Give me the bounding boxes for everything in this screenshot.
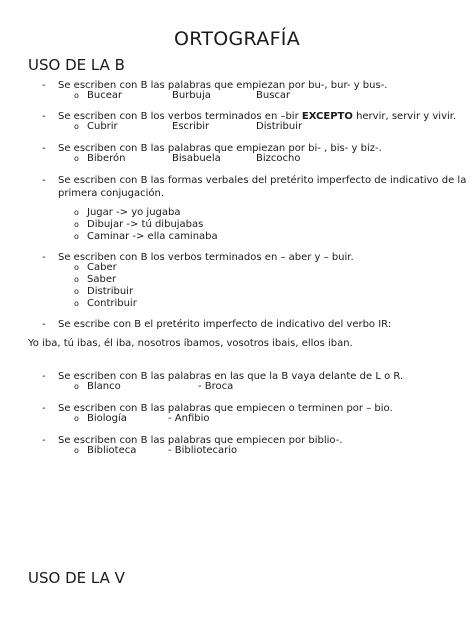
bullet-marker: o (74, 208, 79, 217)
dash-marker: - (42, 252, 46, 263)
bullet-marker: o (74, 414, 79, 423)
bullet-marker: o (74, 446, 79, 455)
rule-text: Se escriben con B los verbos terminados en – aber y – buir. (58, 252, 354, 263)
example-item: Dibujar -> tú dibujabas (87, 219, 204, 230)
example-paragraph: Yo iba, tú ibas, él iba, nosotros íbamos, vosotros ibais, ellos iban. (28, 338, 353, 349)
example-item: Jugar -> yo jugaba (87, 207, 181, 218)
example-item: Distribuir (256, 121, 303, 132)
dash-marker: - (42, 80, 46, 91)
bullet-marker: o (74, 122, 79, 131)
example-item: Bisabuela (172, 153, 221, 164)
example-item: Escribir (172, 121, 210, 132)
rule-text: Se escribe con B el pretérito imperfecto de indicativo del verbo IR: (58, 319, 392, 330)
bullet-marker: o (74, 263, 79, 272)
example-item: Bucear (87, 90, 123, 101)
example-item: Burbuja (172, 90, 211, 101)
rule-text-emphasis: EXCEPTO (301, 111, 353, 122)
rule-text: Se escriben con B las formas verbales del pretérito imperfecto de indicativo de la primera conjugación. (58, 175, 467, 199)
example-item: Contribuir (87, 298, 137, 309)
rule-text: Se escriben con B las palabras que empiezan por bu-, bur- y bus-. (58, 80, 388, 91)
bullet-marker: o (74, 220, 79, 229)
example-item: Bizcocho (256, 153, 301, 164)
bullet-marker: o (74, 275, 79, 284)
rule-text: Se escriben con B las palabras en las que la B vaya delante de L o R. (58, 371, 404, 382)
example-item: Distribuir (87, 286, 134, 297)
dash-marker: - (42, 143, 46, 154)
bullet-marker: o (74, 382, 79, 391)
example-item: Biología (87, 413, 127, 424)
example-item: - Broca (198, 381, 234, 392)
bullet-marker: o (74, 299, 79, 308)
example-item: Biberón (87, 153, 126, 164)
rule-text: Se escriben con B las palabras que empiecen por biblio-. (58, 435, 343, 446)
rule-text-part: Se escriben con B los verbos terminados en –bir (58, 111, 302, 122)
example-item: Buscar (256, 90, 291, 101)
example-item: - Anfibio (168, 413, 210, 424)
section-heading-v: USO DE LA V (28, 569, 125, 587)
bullet-marker: o (74, 287, 79, 296)
example-item: - Bibliotecario (168, 445, 238, 456)
dash-marker: - (42, 435, 46, 446)
dash-marker: - (42, 403, 46, 414)
section-heading-b: USO DE LA B (28, 56, 125, 74)
example-item: Saber (87, 274, 117, 285)
dash-marker: - (42, 175, 46, 186)
page-title: ORTOGRAFÍA (173, 28, 301, 50)
dash-marker: - (42, 319, 46, 330)
example-item: Caber (87, 262, 117, 273)
bullet-marker: o (74, 154, 79, 163)
bullet-marker: o (74, 232, 79, 241)
example-item: Blanco (87, 381, 121, 392)
dash-marker: - (42, 371, 46, 382)
bullet-marker: o (74, 91, 79, 100)
dash-marker: - (42, 111, 46, 122)
rule-text: Se escriben con B las palabras que empiecen o terminen por – bio. (58, 403, 393, 414)
rule-text-part: hervir, servir y vivir. (352, 111, 457, 122)
example-item: Cubrir (87, 121, 118, 132)
example-item: Caminar -> ella caminaba (87, 231, 218, 242)
rule-text: Se escriben con B las palabras que empiezan por bi- , bis- y biz-. (58, 143, 382, 154)
example-item: Biblioteca (87, 445, 137, 456)
